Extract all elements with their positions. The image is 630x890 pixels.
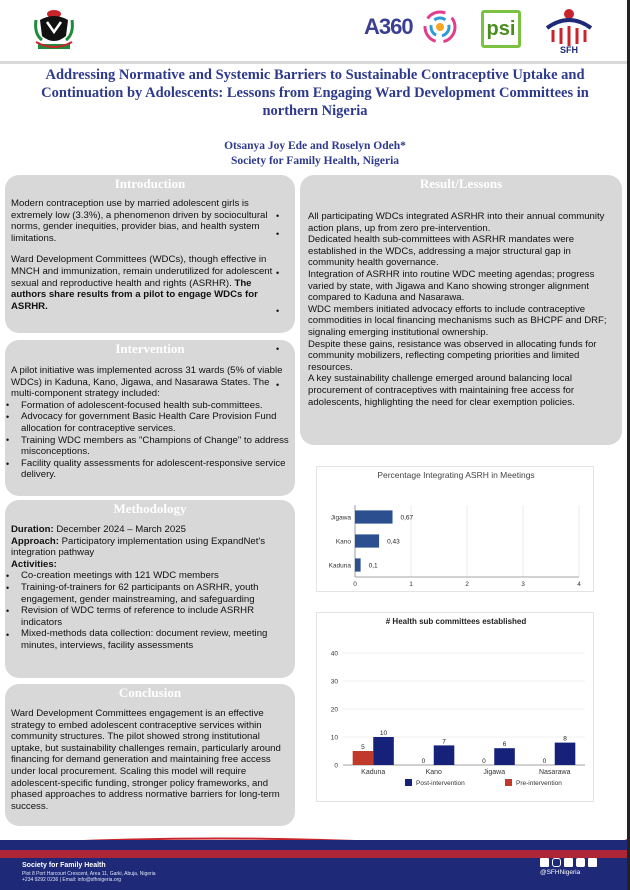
bullet-icon: • bbox=[6, 412, 10, 422]
bullet-icon: • bbox=[276, 268, 280, 278]
bullet-icon: • bbox=[276, 229, 280, 239]
intervention-item: Facility quality assessments for adolescent-responsive service delivery. bbox=[21, 457, 286, 481]
bullet-icon: • bbox=[6, 630, 10, 640]
data-label: 0 bbox=[421, 758, 426, 765]
results-heading: Result/Lessons bbox=[419, 176, 503, 191]
conclusion-body: Ward Development Committees engagement is an effective strategy to embed adolescent contraceptive services within community structures. The pilot showed strong institutional uptake, but sustainability challenges remain, particularly around financing for demand generation and maintaining free access under local procurement. Scaling this model will require adolescent-specific funding, stronger policy frameworks, and phased approaches to address normative barriers for long-term success. bbox=[11, 708, 281, 812]
chart-sub-committees bbox=[316, 612, 594, 802]
x-icon[interactable] bbox=[564, 858, 573, 867]
linkedin-icon[interactable] bbox=[540, 858, 549, 867]
x-tick-label: Kaduna bbox=[361, 769, 386, 776]
result-item: All participating WDCs integrated ASRHR into their annual community action plans, up from zero pre-intervention. bbox=[308, 211, 605, 234]
result-item: Integration of ASRHR into routine WDC meeting agendas; progress varied by state, with Jigawa and Kano showing stronger alignment compared to Kaduna and Nasarawa. bbox=[308, 268, 595, 304]
footer-social bbox=[540, 858, 597, 876]
footer-org-name: Society for Family Health bbox=[22, 862, 106, 869]
introduction-body bbox=[11, 198, 286, 322]
activity-item: Training-of-trainers for 62 participants on ASRHR, youth engagement, gender mainstreaming, and safeguarding bbox=[21, 581, 259, 605]
bullet-icon: • bbox=[6, 400, 10, 410]
introduction-paragraph-1: Modern contraception use by married adolescent girls is extremely low (3.3%), a phenomenon driven by sociocultural norms, gender inequities, provider bias, and health system limitations. bbox=[11, 198, 268, 244]
youtube-icon[interactable] bbox=[576, 858, 585, 867]
duration-label: Duration: bbox=[11, 524, 54, 535]
chart-asrh-meetings bbox=[316, 466, 594, 592]
introduction-paragraph-2 bbox=[11, 254, 286, 312]
data-label: 0 bbox=[482, 758, 486, 765]
duration-value: December 2024 – March 2025 bbox=[56, 524, 186, 535]
x-tick-label: Jigawa bbox=[483, 769, 506, 776]
bar-post-intervention bbox=[494, 748, 515, 765]
x-tick-label: Nasarawa bbox=[538, 769, 571, 776]
data-label: 5 bbox=[361, 744, 365, 751]
instagram-icon[interactable] bbox=[552, 858, 561, 867]
sfh-logo bbox=[543, 6, 595, 54]
y-tick-label: 30 bbox=[330, 678, 338, 686]
facebook-icon[interactable] bbox=[588, 858, 597, 867]
result-item: WDC members initiated advocacy efforts to include contraceptive commodities in local financing mechanisms such as BHCPF and DRF; signaling emerging institutional ownership. bbox=[308, 303, 607, 338]
data-label: 10 bbox=[379, 730, 388, 737]
result-item: A key sustainability challenge emerged around balancing local procurement of contraceptives with maintaining free access for adolescents, highlighting the need for clear exemption policies. bbox=[308, 373, 575, 408]
result-item: Despite these gains, resistance was observed in allocating funds for community mobilizers, reflecting competing priorities and limited resources. bbox=[308, 338, 597, 373]
methodology-approach bbox=[11, 536, 291, 559]
header bbox=[0, 0, 630, 60]
result-item: Dedicated health sub-committees with ASRHR mandates were established in the WDCs, addressing a major structural gap in community health governance. bbox=[308, 234, 575, 269]
legend-label-pre: Pre-intervention bbox=[516, 780, 562, 787]
legend-label-post: Post-intervention bbox=[416, 780, 465, 787]
footer-stripe bbox=[0, 850, 630, 858]
x-tick-label: 1 bbox=[409, 581, 413, 588]
intervention-intro: A pilot initiative was implemented across 31 wards (5% of viable WDCs) in Kaduna, Kano, Jigawa, and Nasarawa States. The multi-component strategy included: bbox=[11, 365, 283, 400]
data-label: 0,67 bbox=[400, 514, 414, 522]
bullet-icon: • bbox=[276, 380, 280, 390]
chart-sub-committees-svg bbox=[317, 613, 595, 803]
activity-item: Co-creation meetings with 121 WDC members bbox=[21, 570, 219, 582]
intervention-item: Formation of adolescent-focused health sub-committees. bbox=[21, 399, 263, 411]
activities-label: Activities: bbox=[11, 558, 57, 570]
y-tick-label: 40 bbox=[330, 650, 338, 658]
poster-title: Addressing Normative and Systemic Barriers to Sustainable Contraceptive Uptake and Continuation by Adolescents: Lessons from Engaging Ward Development Committees in northern Nigeria bbox=[41, 67, 589, 119]
x-tick-label: Kano bbox=[425, 769, 442, 776]
bullet-icon: • bbox=[276, 344, 280, 354]
bar-post-intervention bbox=[555, 743, 576, 765]
bullet-icon: • bbox=[6, 435, 10, 445]
footer-address-block bbox=[22, 871, 156, 883]
social-icons bbox=[540, 858, 597, 867]
conclusion-heading: Conclusion bbox=[118, 685, 182, 700]
approach-label: Approach: bbox=[11, 535, 59, 547]
bar-post-intervention bbox=[373, 737, 394, 765]
activity-item: Revision of WDC terms of reference to include ASRHR indicators bbox=[21, 605, 254, 628]
x-tick-label: 4 bbox=[577, 581, 581, 588]
bullet-icon: • bbox=[6, 583, 10, 593]
introduction-paragraph-2-text: Ward Development Committees (WDCs), though effective in MNCH and immunization, remain underutilized for adolescent sexual and reproductive health and rights (ASRHR). bbox=[11, 254, 273, 289]
a360-swirl-icon bbox=[423, 10, 457, 44]
social-handle[interactable]: @SFHNigeria bbox=[540, 869, 581, 876]
methodology-activities-list bbox=[11, 570, 291, 651]
introduction-paragraph-2-emphasis: The authors share results from a pilot to engage WDCs for ASRHR. bbox=[11, 277, 258, 312]
authors bbox=[150, 139, 480, 169]
intervention-body bbox=[11, 365, 291, 481]
chart-title: Percentage Integrating ASRH in Meetings bbox=[377, 470, 535, 480]
y-tick-label: 0 bbox=[334, 762, 338, 770]
x-tick-label: 0 bbox=[353, 581, 357, 588]
intervention-list bbox=[11, 400, 291, 481]
intervention-heading: Intervention bbox=[115, 341, 185, 356]
footer-contact: +234 9292 0236 | Email: info@sfhnigeria.org bbox=[22, 877, 122, 883]
a360-logo: A360 bbox=[364, 14, 413, 39]
y-tick-label: 10 bbox=[330, 734, 338, 742]
methodology-duration bbox=[11, 524, 291, 536]
y-tick-label: Jigawa bbox=[330, 514, 351, 522]
bullet-icon: • bbox=[6, 606, 10, 616]
methodology-body bbox=[11, 524, 291, 652]
activity-item: Mixed-methods data collection: document review, meeting minutes, interviews, facility assessments bbox=[21, 628, 268, 651]
bar bbox=[355, 534, 379, 547]
bullet-icon: • bbox=[276, 211, 280, 221]
data-label: 8 bbox=[563, 735, 567, 743]
bar bbox=[355, 558, 361, 571]
chart-asrh-meetings-svg bbox=[317, 467, 595, 593]
psi-logo: psi bbox=[481, 10, 521, 48]
y-tick-label: Kaduna bbox=[328, 562, 351, 570]
data-label: 0,43 bbox=[387, 538, 400, 546]
author-affiliation: Society for Family Health, Nigeria bbox=[230, 155, 400, 167]
approach-value: Participatory implementation using ExpandNet's integration pathway bbox=[11, 535, 266, 559]
data-label: 6 bbox=[502, 741, 507, 749]
data-label: 0,1 bbox=[368, 562, 378, 570]
sfh-logo-text: SFH bbox=[560, 45, 578, 54]
x-tick-label: 2 bbox=[465, 581, 469, 588]
data-label: 0 bbox=[542, 758, 547, 765]
bar-post-intervention bbox=[434, 745, 455, 765]
results-body bbox=[308, 211, 614, 408]
legend-swatch-post bbox=[405, 779, 412, 786]
nigeria-coat-of-arms-logo bbox=[30, 6, 78, 54]
data-label: 7 bbox=[442, 738, 446, 746]
bullet-icon: • bbox=[6, 459, 10, 469]
methodology-activities-label bbox=[11, 559, 291, 571]
bar-pre-intervention bbox=[353, 751, 374, 765]
author-names: Otsanya Joy Ede and Roselyn Odeh* bbox=[224, 140, 406, 152]
bullet-icon: • bbox=[276, 306, 280, 316]
methodology-heading: Methodology bbox=[113, 501, 187, 516]
bar bbox=[355, 510, 393, 523]
bullet-icon: • bbox=[6, 571, 10, 581]
y-tick-label: 20 bbox=[330, 706, 338, 714]
header-divider bbox=[0, 61, 630, 64]
intervention-item: Training WDC members as "Champions of Change" to address misconceptions. bbox=[21, 434, 289, 458]
intervention-item: Advocacy for government Basic Health Care Provision Fund allocation for contraceptive services. bbox=[21, 411, 277, 434]
x-tick-label: 3 bbox=[521, 581, 525, 588]
footer-address: Plot 8 Port Harcourt Crescent, Area 11, Garki, Abuja, Nigeria bbox=[22, 871, 156, 877]
introduction-heading: Introduction bbox=[114, 176, 186, 191]
y-tick-label: Kano bbox=[335, 538, 351, 546]
legend-swatch-pre bbox=[505, 779, 512, 786]
chart-title: # Health sub committees established bbox=[385, 617, 527, 626]
